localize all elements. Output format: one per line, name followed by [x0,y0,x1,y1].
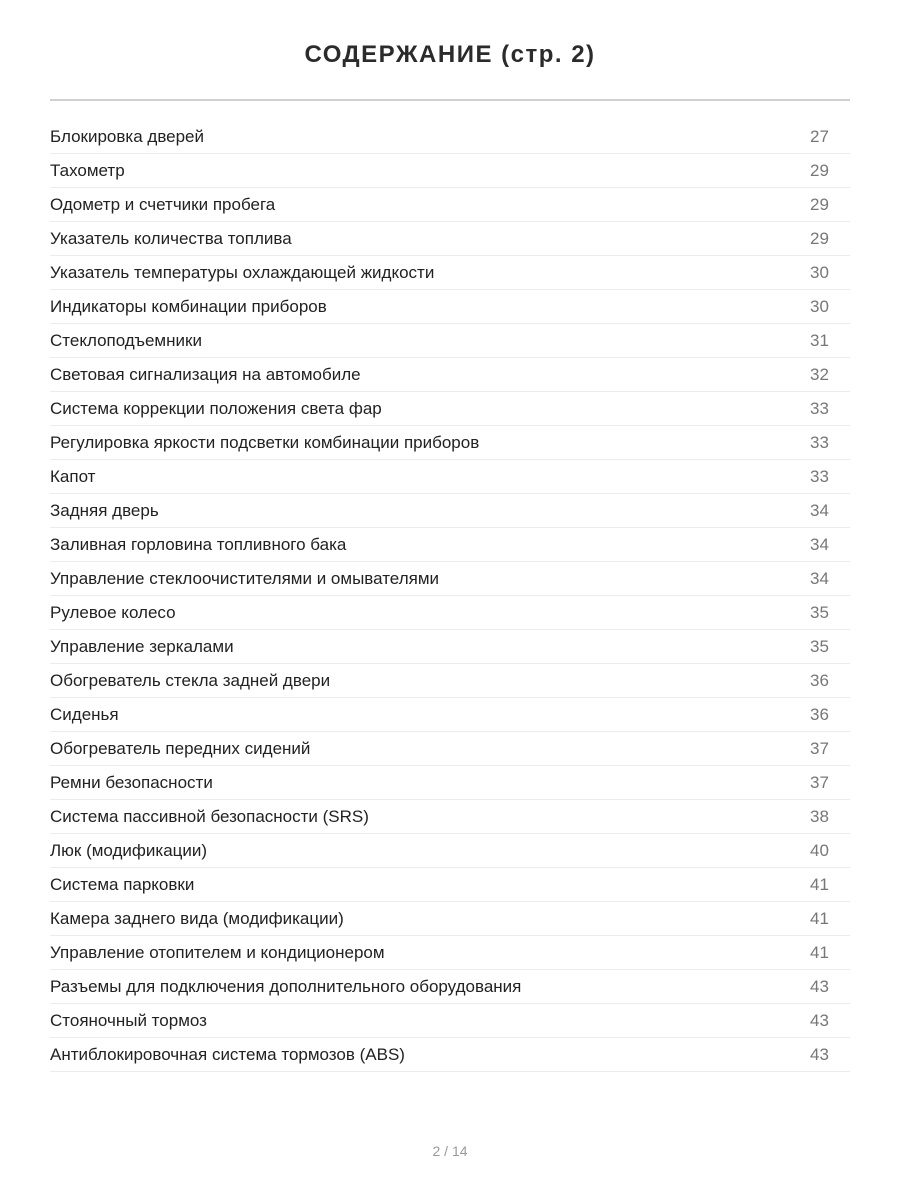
toc-entry-page-number: 33 [810,398,829,418]
toc-entry-page-number: 29 [810,228,829,248]
toc-entry-title: Капот [50,466,96,486]
toc-row[interactable] [50,596,850,630]
toc-row[interactable] [50,868,850,902]
toc-row[interactable] [50,426,850,460]
toc-row[interactable] [50,766,850,800]
toc-entry-title: Указатель количества топлива [50,228,292,248]
toc-row[interactable] [50,970,850,1004]
toc-entry-title: Система коррекции положения света фар [50,398,382,418]
toc-list [50,120,850,1072]
toc-row[interactable] [50,902,850,936]
toc-entry-page-number: 36 [810,704,829,724]
toc-entry-title: Ремни безопасности [50,772,213,792]
toc-row[interactable] [50,936,850,970]
toc-row[interactable] [50,188,850,222]
toc-row[interactable] [50,222,850,256]
page-indicator: 2 / 14 [432,1143,468,1159]
toc-entry-page-number: 36 [810,670,829,690]
toc-entry-page-number: 33 [810,432,829,452]
toc-entry-page-number: 30 [810,262,829,282]
toc-row[interactable] [50,800,850,834]
toc-entry-title: Люк (модификации) [50,840,208,860]
toc-entry-page-number: 34 [810,500,829,520]
toc-entry-title: Рулевое колесо [50,602,176,622]
toc-entry-page-number: 40 [810,840,829,860]
toc-entry-title: Камера заднего вида (модификации) [50,908,344,928]
toc-entry-title: Управление стеклоочистителями и омывателями [50,568,439,588]
toc-entry-title: Стеклоподъемники [50,330,202,350]
toc-entry-title: Обогреватель передних сидений [50,738,311,758]
toc-entry-title: Обогреватель стекла задней двери [50,670,331,690]
toc-entry-title: Блокировка дверей [50,126,205,146]
toc-entry-page-number: 29 [810,160,829,180]
toc-entry-title: Сиденья [50,704,119,724]
toc-entry-page-number: 41 [810,874,829,894]
toc-entry-page-number: 38 [810,806,829,826]
toc-entry-title: Тахометр [50,160,125,180]
toc-row[interactable] [50,256,850,290]
toc-entry-title: Индикаторы комбинации приборов [50,296,327,316]
toc-row[interactable] [50,562,850,596]
toc-entry-page-number: 35 [810,636,829,656]
toc-entry-title: Регулировка яркости подсветки комбинации приборов [50,432,480,452]
toc-row[interactable] [50,732,850,766]
toc-row[interactable] [50,324,850,358]
toc-row[interactable] [50,1004,850,1038]
toc-entry-page-number: 37 [810,772,829,792]
toc-row[interactable] [50,494,850,528]
toc-entry-title: Стояночный тормоз [50,1010,207,1030]
toc-row[interactable] [50,460,850,494]
toc-row[interactable] [50,528,850,562]
toc-entry-title: Разъемы для подключения дополнительного оборудования [50,976,522,996]
toc-entry-title: Управление отопителем и кондиционером [50,942,385,962]
toc-entry-title: Система пассивной безопасности (SRS) [50,806,369,826]
toc-entry-page-number: 43 [810,976,829,996]
toc-row[interactable] [50,154,850,188]
title-divider [50,99,850,101]
toc-entry-page-number: 30 [810,296,829,316]
toc-entry-title: Система парковки [50,874,195,894]
toc-row[interactable] [50,698,850,732]
toc-entry-title: Задняя дверь [50,500,159,520]
toc-entry-page-number: 35 [810,602,829,622]
toc-entry-page-number: 27 [810,126,829,146]
toc-entry-title: Одометр и счетчики пробега [50,194,276,214]
toc-entry-title: Антиблокировочная система тормозов (ABS) [50,1044,405,1064]
toc-entry-page-number: 33 [810,466,829,486]
toc-entry-page-number: 41 [810,942,829,962]
toc-entry-page-number: 29 [810,194,829,214]
toc-row[interactable] [50,1038,850,1072]
toc-entry-title: Управление зеркалами [50,636,234,656]
toc-row[interactable] [50,120,850,154]
toc-row[interactable] [50,630,850,664]
toc-entry-title: Заливная горловина топливного бака [50,534,347,554]
toc-row[interactable] [50,358,850,392]
toc-row[interactable] [50,392,850,426]
toc-row[interactable] [50,834,850,868]
page-title: СОДЕРЖАНИЕ (стр. 2) [304,41,596,68]
toc-entry-page-number: 37 [810,738,829,758]
toc-entry-page-number: 41 [810,908,829,928]
toc-entry-title: Световая сигнализация на автомобиле [50,364,361,384]
toc-entry-page-number: 32 [810,364,829,384]
toc-entry-title: Указатель температуры охлаждающей жидкости [50,262,435,282]
toc-entry-page-number: 34 [810,568,829,588]
toc-row[interactable] [50,290,850,324]
toc-entry-page-number: 31 [810,330,829,350]
toc-row[interactable] [50,664,850,698]
toc-entry-page-number: 43 [810,1010,829,1030]
toc-entry-page-number: 34 [810,534,829,554]
toc-entry-page-number: 43 [810,1044,829,1064]
